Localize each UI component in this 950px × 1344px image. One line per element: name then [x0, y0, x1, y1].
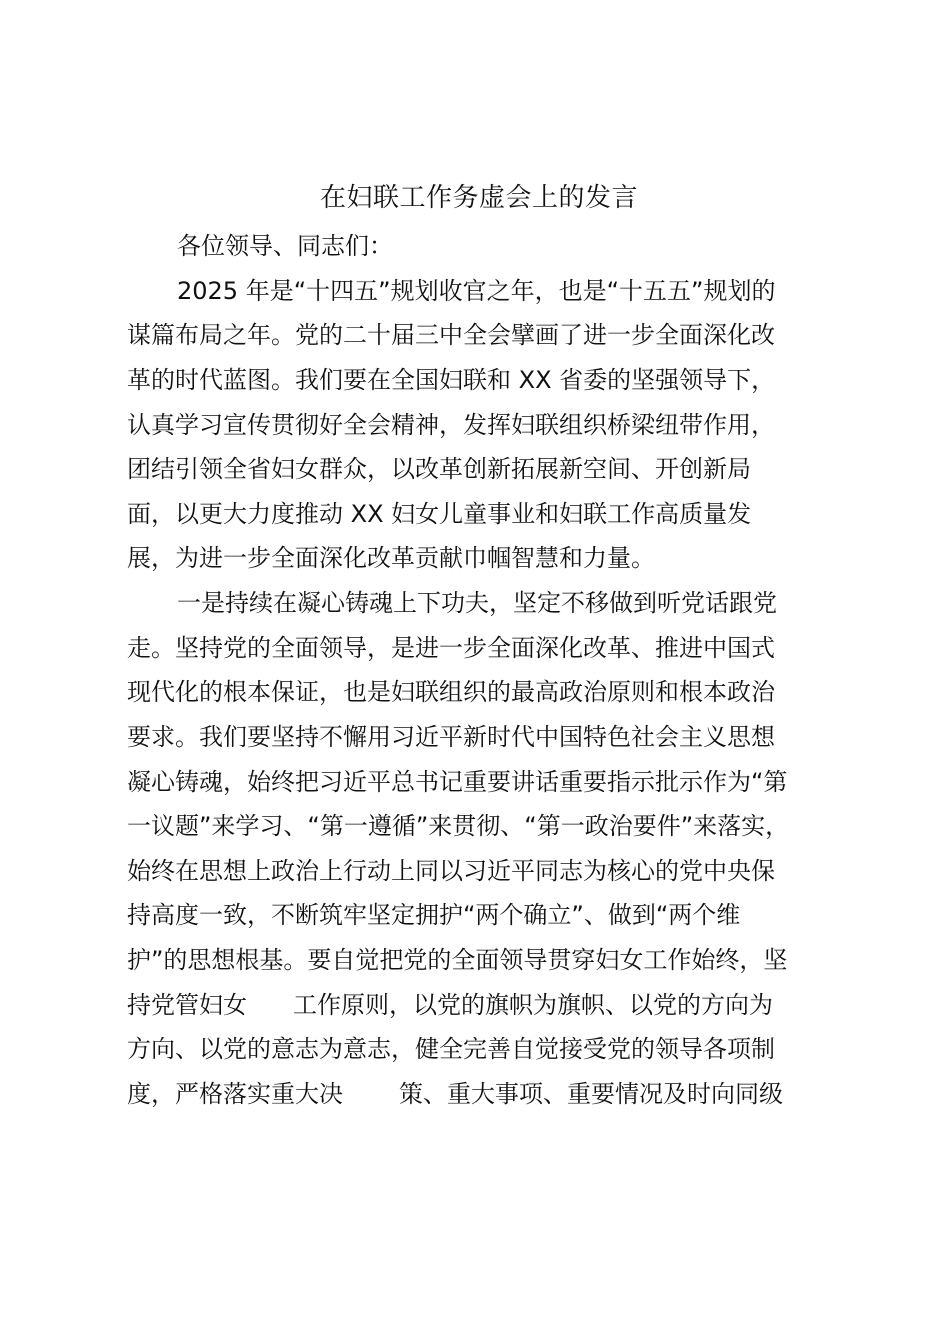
- paragraph-line: 面，以更大力度推动 XX 妇女儿童事业和妇联工作高质量发: [127, 500, 752, 528]
- paragraph-line: 持高度一致，不断筑牢坚定拥护“两个确立”、做到“两个维: [127, 901, 741, 929]
- paragraph-line: [127, 1077, 783, 1111]
- paragraph-line: 革的时代蓝图。我们要在全国妇联和 XX 省委的坚强领导下，: [127, 366, 776, 394]
- text-segment: 工作原则，以党的旗帜为旗帜、以党的方向为: [293, 991, 773, 1019]
- document-title: 在妇联工作务虚会上的发言: [319, 183, 638, 213]
- text-segment: 策、重大事项、重要情况及时向同级: [399, 1080, 783, 1108]
- paragraph-line: 一议题”来学习、“第一遵循”来贯彻、“第一政治要件”来落实，: [127, 812, 790, 840]
- paragraph-line: 认真学习宣传贯彻好全会精神，发挥妇联组织桥梁纽带作用，: [127, 411, 775, 439]
- paragraph-line: 护”的思想根基。要自觉把党的全面领导贯穿妇女工作始终，坚: [127, 946, 788, 974]
- paragraph-line: 方向、以党的意志为意志，健全完善自觉接受党的领导各项制: [127, 1035, 775, 1063]
- paragraph-line: 团结引领全省妇女群众，以改革创新拓展新空间、开创新局: [127, 455, 751, 483]
- paragraph-line: 现代化的根本保证，也是妇联组织的最高政治原则和根本政治: [127, 678, 775, 706]
- text-segment: 度，严格落实重大决: [127, 1080, 343, 1108]
- paragraph-line: 展，为进一步全面深化改革贡献巾帼智慧和力量。: [127, 544, 655, 572]
- paragraph-line: 走。坚持党的全面领导，是进一步全面深化改革、推进中国式: [127, 634, 775, 662]
- paragraph-line: 2025 年是“十四五”规划收官之年，也是“十五五”规划的: [177, 277, 776, 305]
- paragraph-line: 要求。我们要坚持不懈用习近平新时代中国特色社会主义思想: [127, 723, 775, 751]
- text-segment: 持党管妇女: [127, 991, 247, 1019]
- paragraph-line: 谋篇布局之年。党的二十届三中全会擘画了进一步全面深化改: [127, 321, 775, 349]
- paragraph-line: 凝心铸魂，始终把习近平总书记重要讲话重要指示批示作为“第: [127, 768, 788, 796]
- salutation: 各位领导、同志们：: [177, 232, 393, 260]
- paragraph-line: 一是持续在凝心铸魂上下功夫，坚定不移做到听党话跟党: [177, 589, 777, 617]
- paragraph-line: 始终在思想上政治上行动上同以习近平同志为核心的党中央保: [127, 857, 775, 885]
- paragraph-line: [127, 988, 773, 1022]
